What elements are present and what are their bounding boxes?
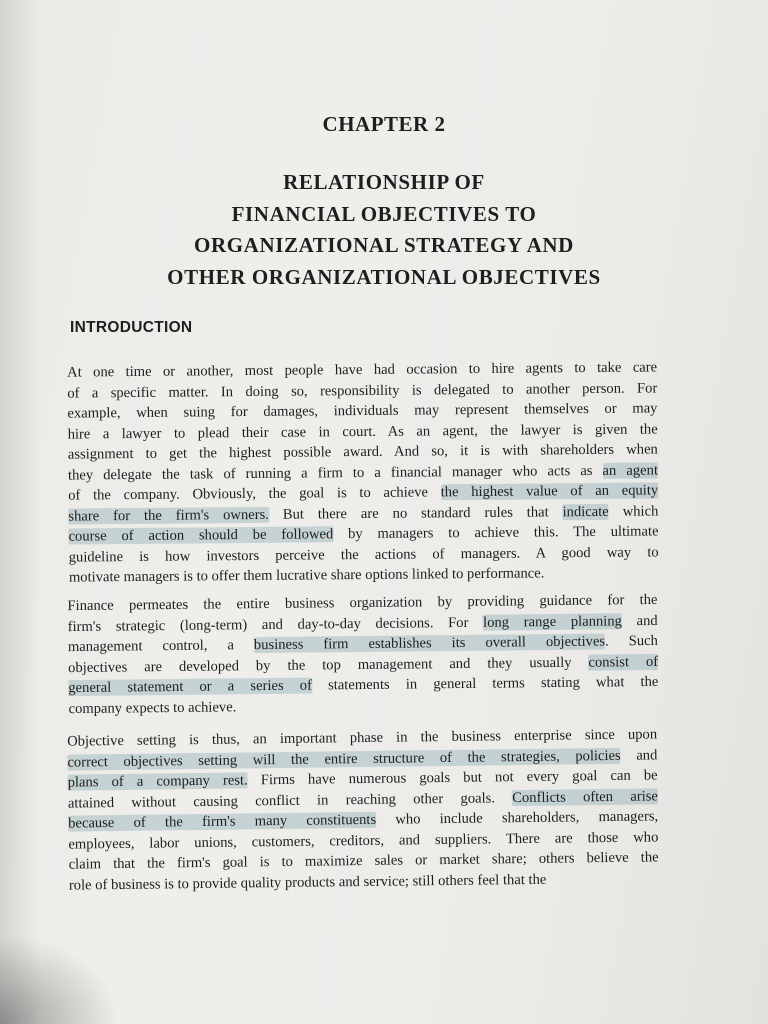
text-segment: of the company. Obviously, the goal is to achieve: [68, 484, 441, 504]
chapter-title: [50, 167, 718, 293]
text-segment: employees, labor unions, customers, creditors, and suppliers. There are those who: [68, 828, 659, 853]
text-segment: management control, a: [67, 637, 254, 656]
chapter-title-line: FINANCIAL OBJECTIVES TO: [231, 201, 537, 226]
page-gutter-shadow: [0, 0, 40, 1024]
text-segment: and: [621, 612, 658, 629]
chapter-title-line: OTHER ORGANIZATIONAL OBJECTIVES: [167, 264, 601, 289]
highlighted-text: consist of: [588, 653, 659, 671]
text-segment: attained without causing conflict in reaching other goals.: [67, 789, 513, 812]
text-segment: which: [608, 502, 659, 520]
text-segment: company expects to achieve.: [68, 698, 237, 717]
text-segment: Finance permeates the entire business organization by providing guidance for the: [67, 591, 658, 615]
text-segment: claim that the firm's goal is to maximize sales or market share; others believe the: [68, 849, 659, 873]
text-segment: role of business is to provide quality products and service; still others feel that the: [68, 871, 547, 894]
text-line: [69, 562, 659, 588]
highlighted-text: long range planning: [483, 612, 622, 631]
chapter-label: CHAPTER 2: [322, 112, 446, 136]
text-segment: who include shareholders, managers,: [375, 808, 659, 828]
highlighted-text: course of action should be followed: [68, 526, 334, 545]
text-segment: assignment to get the highest possible award. And so, it is with shareholders when: [67, 441, 658, 463]
section-heading: INTRODUCTION: [70, 319, 193, 336]
text-segment: Firms have numerous goals but not every goal can be: [247, 767, 658, 789]
text-segment: they delegate the task of running a firm to a financial manager who acts as: [67, 462, 603, 484]
highlighted-text: because of the firm's many constituents: [68, 811, 377, 832]
text-segment: guideline is how investors perceive the actions of managers. A good way to: [68, 543, 659, 566]
highlighted-text: indicate: [562, 503, 609, 520]
text-segment: . Such: [604, 632, 658, 650]
highlighted-text: general statement or a series of: [68, 677, 312, 697]
text-segment: firm's strategic (long-term) and day-to-day decisions. For: [67, 614, 484, 635]
text-segment: by managers to achieve this. The ultimate: [333, 523, 659, 543]
text-segment: At one time or another, most people have had occasion to hire agents to take care: [67, 359, 658, 381]
highlighted-text: plans of a company rest.: [67, 772, 248, 791]
text-segment: and: [620, 746, 658, 764]
highlighted-text: Conflicts often arise: [512, 787, 658, 806]
highlighted-text: correct objectives setting will the entire structure of the strategies, policies: [67, 747, 621, 771]
text-segment: Objective setting is thus, an important phase in the business enterprise since upon: [67, 726, 658, 750]
chapter-title-line: ORGANIZATIONAL STRATEGY AND: [194, 233, 574, 257]
highlighted-text: share for the firm's owners.: [68, 506, 269, 525]
paragraph: [67, 357, 659, 588]
text-segment: objectives are developed by the top management and they usually: [68, 654, 589, 676]
highlighted-text: the highest value of an equity: [440, 482, 659, 501]
paragraph: [67, 724, 659, 895]
text-segment: example, when suing for damages, individuals may represent themselves or may: [67, 400, 658, 422]
paragraph: [67, 590, 658, 719]
highlighted-text: business firm establishes its overall objectives: [253, 633, 606, 654]
text-segment: statements in general terms stating what the: [311, 673, 659, 694]
text-segment: motivate managers is to offer them lucrative share options linked to performance.: [68, 565, 545, 586]
highlighted-text: an agent: [602, 461, 659, 479]
text-segment: hire a lawyer to plead their case in court. As an agent, the lawyer is given the: [67, 420, 658, 443]
chapter-title-line: RELATIONSHIP OF: [283, 170, 485, 194]
text-segment: of a specific matter. In doing so, responsibility is delegated to another person. For: [67, 379, 658, 402]
page-corner-shadow: [0, 934, 120, 1024]
text-segment: But there are no standard rules that: [268, 503, 563, 523]
